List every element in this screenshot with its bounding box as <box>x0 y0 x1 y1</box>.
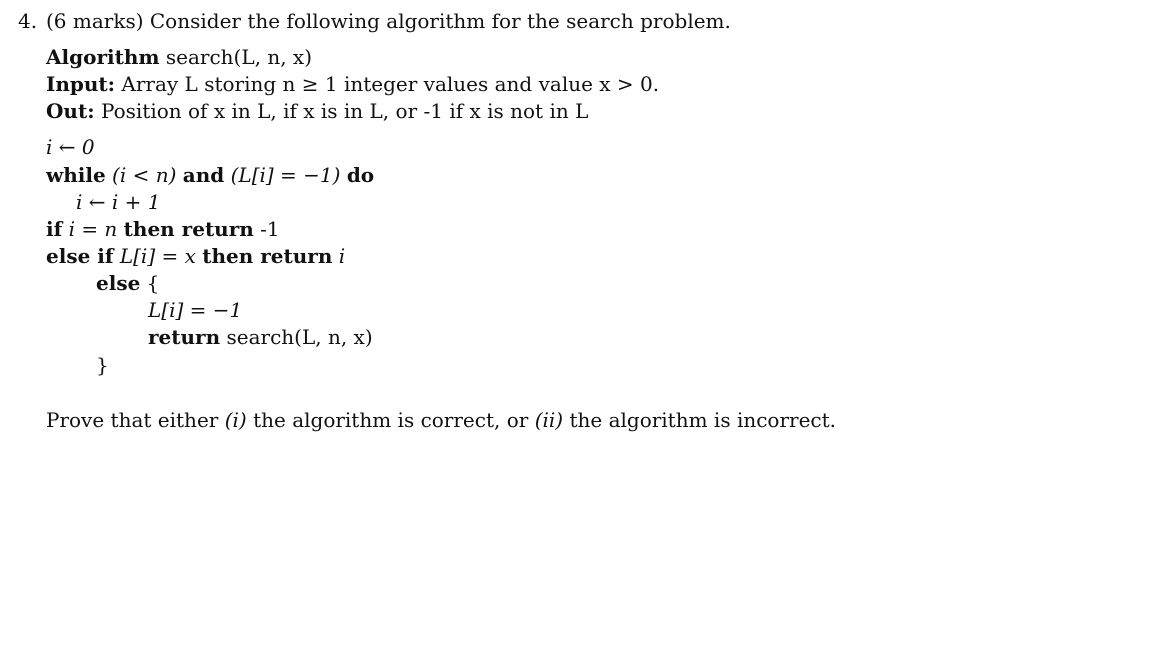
code-line-increment: i ← i + 1 <box>76 190 161 214</box>
else-keyword: else <box>96 271 141 295</box>
code-line-if <box>46 217 280 241</box>
prove-option-i: (i) <box>224 408 247 432</box>
output-spec <box>46 99 588 123</box>
prove-text-c: the algorithm is incorrect. <box>569 408 837 432</box>
if-keyword: if <box>46 217 63 241</box>
and-keyword: and <box>182 163 225 187</box>
prove-text-b: the algorithm is correct, or <box>253 408 529 432</box>
input-label: Input: <box>46 72 116 96</box>
do-keyword: do <box>346 163 375 187</box>
while-condition-1: (i < n) <box>112 163 177 187</box>
return-keyword: return <box>148 325 221 349</box>
return-call: search(L, n, x) <box>226 325 373 349</box>
algorithm-heading <box>46 45 312 69</box>
input-spec <box>46 72 659 96</box>
close-brace: } <box>96 353 109 377</box>
code-line-else-if <box>46 244 345 268</box>
out-label: Out: <box>46 99 95 123</box>
while-condition-2: (L[i] = −1) <box>230 163 341 187</box>
else-if-return-value: i <box>338 244 346 268</box>
prove-text-a: Prove that either <box>46 408 219 432</box>
else-if-condition: L[i] = x <box>119 244 196 268</box>
prove-option-ii: (ii) <box>534 408 564 432</box>
open-brace: { <box>146 271 160 295</box>
code-line-while <box>46 163 374 187</box>
algorithm-signature: search(L, n, x) <box>165 45 313 69</box>
else-if-then-return-keyword: then return <box>202 244 333 268</box>
if-condition: i = n <box>68 217 118 241</box>
prove-statement <box>46 408 836 432</box>
algorithm-label: Algorithm <box>46 45 160 69</box>
code-line-return <box>148 325 373 349</box>
code-line-init: i ← 0 <box>46 135 95 159</box>
then-return-keyword: then return <box>123 217 254 241</box>
code-line-assign: L[i] = −1 <box>148 298 243 322</box>
code-line-else <box>96 271 159 295</box>
question-intro: (6 marks) Consider the following algorithm for the search problem. <box>46 9 731 33</box>
if-return-value: -1 <box>260 217 280 241</box>
while-keyword: while <box>46 163 106 187</box>
question-number: 4. <box>18 9 38 33</box>
input-text: Array L storing n ≥ 1 integer values and value x > 0. <box>121 72 660 96</box>
out-text: Position of x in L, if x is in L, or -1 if x is not in L <box>100 99 589 123</box>
else-if-keyword: else if <box>46 244 114 268</box>
